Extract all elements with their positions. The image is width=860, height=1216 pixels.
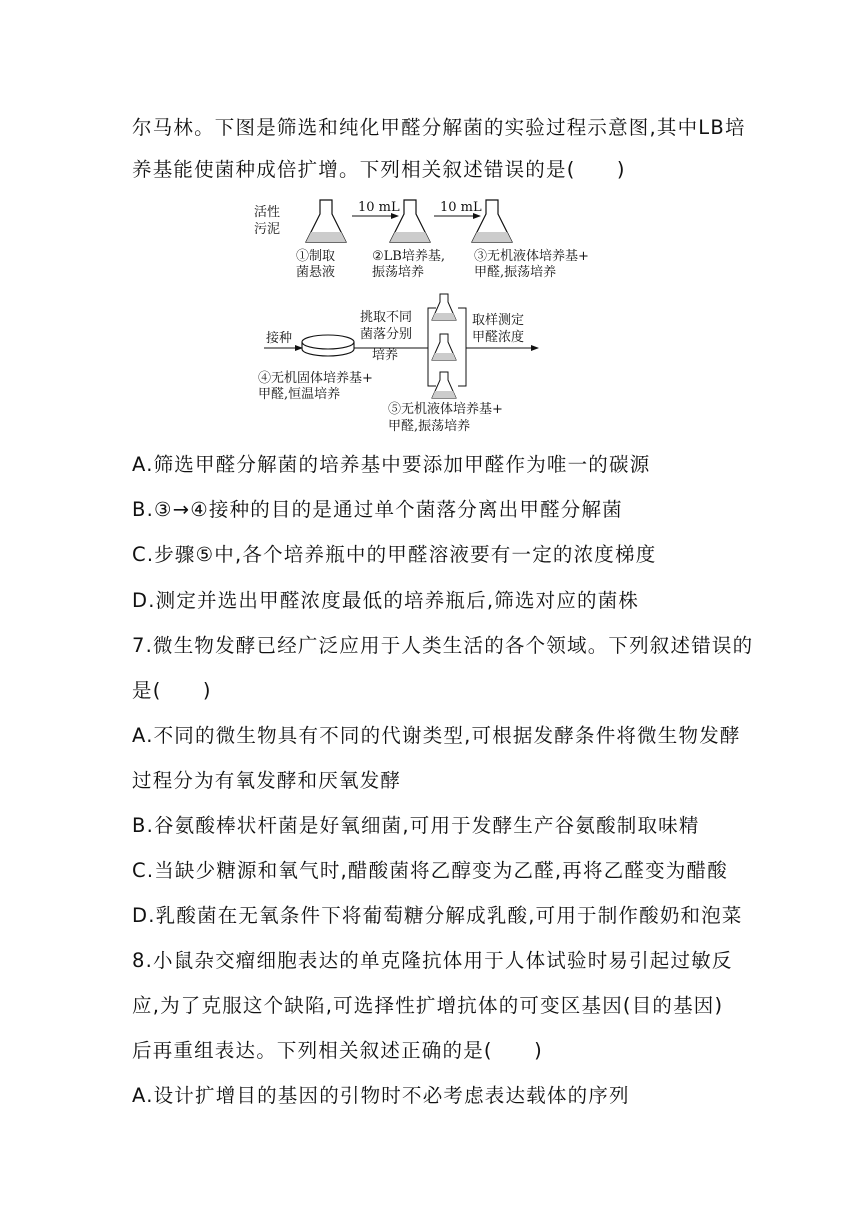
step3-label-1: ③无机液体培养基+	[474, 249, 589, 264]
pick-label-1: 挑取不同	[360, 310, 413, 325]
flask-1	[306, 200, 346, 242]
small-flask-middle	[432, 334, 456, 360]
step3-label-2: 甲醛,振荡培养	[474, 265, 557, 280]
merge-bracket	[458, 308, 466, 386]
pick-label-2: 菌落分别	[360, 327, 413, 342]
q8-stem-line2: 应,为了克服这个缺陷,可选择性扩增抗体的可变区基因(目的基因)	[132, 994, 724, 1017]
step2-label-1: ②LB培养基,	[372, 249, 445, 264]
arrow-2-label: 10 mL	[440, 200, 482, 215]
pick-label-3: 培养	[372, 348, 399, 363]
q8-stem-line3: 后再重组表达。下列相关叙述正确的是( )	[132, 1039, 543, 1062]
q6-stem-line2: 养基能使菌种成倍扩增。下列相关叙述错误的是( )	[132, 158, 626, 181]
q6-option-d: D.测定并选出甲醛浓度最低的培养瓶后,筛选对应的菌株	[132, 589, 640, 612]
q6-option-a: A.筛选甲醛分解菌的培养基中要添加甲醛作为唯一的碳源	[132, 453, 651, 476]
q7-stem-line2: 是( )	[132, 679, 212, 702]
arrow-1-label: 10 mL	[358, 200, 400, 215]
small-flask-top	[432, 294, 456, 320]
step1-label-1: ①制取	[296, 249, 336, 264]
q7-option-d: D.乳酸菌在无氧条件下将葡萄糖分解成乳酸,可用于制作酸奶和泡菜	[132, 904, 743, 927]
q6-option-c: C.步骤⑤中,各个培养瓶中的甲醛溶液要有一定的浓度梯度	[132, 543, 657, 566]
q7-option-a-line2: 过程分为有氧发酵和厌氧发酵	[132, 769, 402, 792]
q7-option-c: C.当缺少糖源和氧气时,醋酸菌将乙醇变为乙醛,再将乙醛变为醋酸	[132, 859, 728, 882]
measure-label-1: 取样测定	[472, 313, 525, 328]
petri-dish	[302, 335, 354, 356]
q8-stem-line1: 8.小鼠杂交瘤细胞表达的单克隆抗体用于人体试验时易引起过敏反	[132, 949, 733, 972]
step2-label-2: 振荡培养	[372, 265, 425, 280]
q7-option-b: B.谷氨酸棒状杆菌是好氧细菌,可用于发酵生产谷氨酸制取味精	[132, 814, 700, 837]
step4-label-1: ④无机固体培养基+	[258, 371, 373, 386]
q6-stem-line1: 尔马林。下图是筛选和纯化甲醛分解菌的实验过程示意图,其中LB培	[132, 116, 746, 139]
inoculate-label: 接种	[266, 331, 293, 346]
q7-option-a-line1: A.不同的微生物具有不同的代谢类型,可根据发酵条件将微生物发酵	[132, 724, 741, 747]
measure-label-2: 甲醛浓度	[472, 330, 525, 345]
sludge-label-2: 污泥	[254, 222, 281, 237]
step4-label-2: 甲醛,恒温培养	[258, 387, 341, 402]
experiment-diagram	[240, 198, 620, 438]
step5-label-1: ⑤无机液体培养基+	[388, 402, 503, 417]
q8-option-a: A.设计扩增目的基因的引物时不必考虑表达载体的序列	[132, 1084, 630, 1107]
q6-option-b: B.③→④接种的目的是通过单个菌落分离出甲醛分解菌	[132, 498, 623, 521]
small-flask-bottom	[432, 372, 456, 398]
step1-label-2: 菌悬液	[296, 265, 336, 280]
step5-label-2: 甲醛,振荡培养	[388, 419, 471, 434]
sludge-label-1: 活性	[254, 205, 281, 220]
q7-stem-line1: 7.微生物发酵已经广泛应用于人类生活的各个领域。下列叙述错误的	[132, 634, 754, 657]
